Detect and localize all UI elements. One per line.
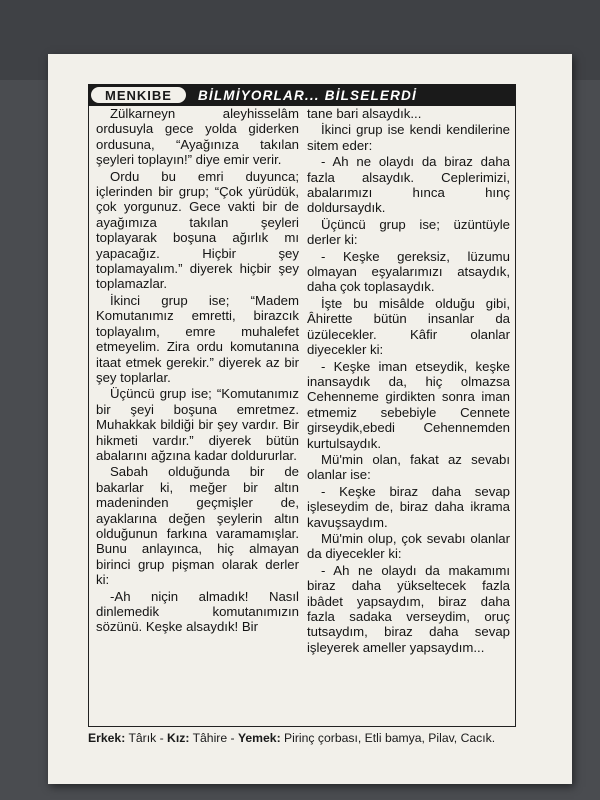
paragraph: İkinci grup ise; “Madem Komutanımız emretti, birazcık toplayalım, emre muhalefet etmeyelim. Zira ordu komutanına itaat etmek gerekir.” diyerek az bir şey toplarlar. [96, 292, 299, 385]
paragraph: Ordu bu emri duyunca; içlerinden bir grup; “Çok yürüdük, çok yorgunuz. Gece vakti bir de ayağımıza takılan şeyleri toplayarak boşuna ağırlık mı yapacağız. Hiçbir şey toplamayalım.” diyerek hiçbir şey toplamazlar. [96, 168, 299, 292]
paragraph: - Keşke iman etseydik, keşke inansaydık da, hiç olmazsa Cehenneme girdikten sonra iman etmemiz sebebiyle Cennete girseydik,ebedi Cehennemden kurtulsaydık. [307, 358, 510, 451]
paragraph: Mü'min olup, çok sevabı olanlar da diyecekler ki: [307, 530, 510, 562]
paragraph: Üçüncü grup ise; “Komutanımız bir şeyi boşuna emretmez. Muhakkak bildiği bir şey vardır. Bir hikmeti vardır.” diyerek bütün abalarını ağzına kadar doldururlar. [96, 386, 299, 463]
article-title: BİLMİYORLAR... BİLSELERDİ [197, 87, 417, 103]
paragraph: - Keşke biraz daha sevap işleseydim de, biraz daha ikrama kavuşsaydım. [307, 483, 510, 530]
paragraph: Mü'min olan, fakat az sevabı olanlar ise: [307, 451, 510, 483]
right-column [307, 106, 510, 726]
paragraph: İşte bu misâlde olduğu gibi, Âhirette bütün insanlar da üzülecekler. Kâfir olanlar diyecekler ki: [307, 295, 510, 358]
left-column [96, 106, 299, 726]
paragraph: -Ah niçin almadık! Nasıl dinlemedik komutanımızın sözünü. Keşke alsaydık! Bir [96, 588, 299, 635]
paragraph-continuation: tane bari alsaydık... [307, 106, 422, 121]
paragraph: - Ah ne olaydı da biraz daha fazla alsaydık. Ceplerimizi, abalarımızı hınca hınç doldursaydık. [307, 154, 510, 216]
kiz-value: Tâhire [192, 731, 228, 745]
yemek-value: Pirinç çorbası, Etli bamya, Pilav, Cacık. [284, 731, 496, 745]
paragraph: Sabah olduğunda bir de bakarlar ki, meğer bir altın madeninden geçmişler de, ayaklarına değen şeylerin altın olduğunun farkına varamamışlar. Bunu anlayınca, hiç almayan birinci grup pişman olarak derler ki: [96, 464, 299, 588]
paragraph: - Ah ne olaydı da makamımı biraz daha yükseltecek fazla ibâdet yapsaydım, biraz daha fazla sadaka verseydim, oruç tutsaydım, biraz daha sevap işleyerek ameller yapsaydım... [307, 562, 510, 655]
paragraph: Üçüncü grup ise; üzüntüyle derler ki: [307, 216, 510, 248]
kiz-label: Kız: [167, 731, 190, 745]
article-header [88, 84, 516, 106]
menkibe-badge: MENKIBE [91, 87, 186, 103]
menu-footer: Erkek: Târık - Kız: Tâhire - Yemek: Pirinç çorbası, Etli bamya, Pilav, Cacık. [88, 731, 496, 745]
erkek-label: Erkek: [88, 731, 126, 745]
paragraph: - Keşke gereksiz, lüzumu olmayan eşyalarımızı atsaydık, daha çok toplasaydık. [307, 248, 510, 295]
yemek-label: Yemek: [237, 731, 281, 745]
article-body [96, 106, 510, 726]
paragraph: Zülkarneyn aleyhisselâm ordusuyla gece yolda giderken ordusuna, “Ayağınıza takılan şeyleri toplayın!” diye emir verir. [96, 106, 299, 168]
paragraph: İkinci grup ise kendi kendilerine sitem eder: [307, 122, 510, 153]
erkek-value: Târık [128, 731, 157, 745]
